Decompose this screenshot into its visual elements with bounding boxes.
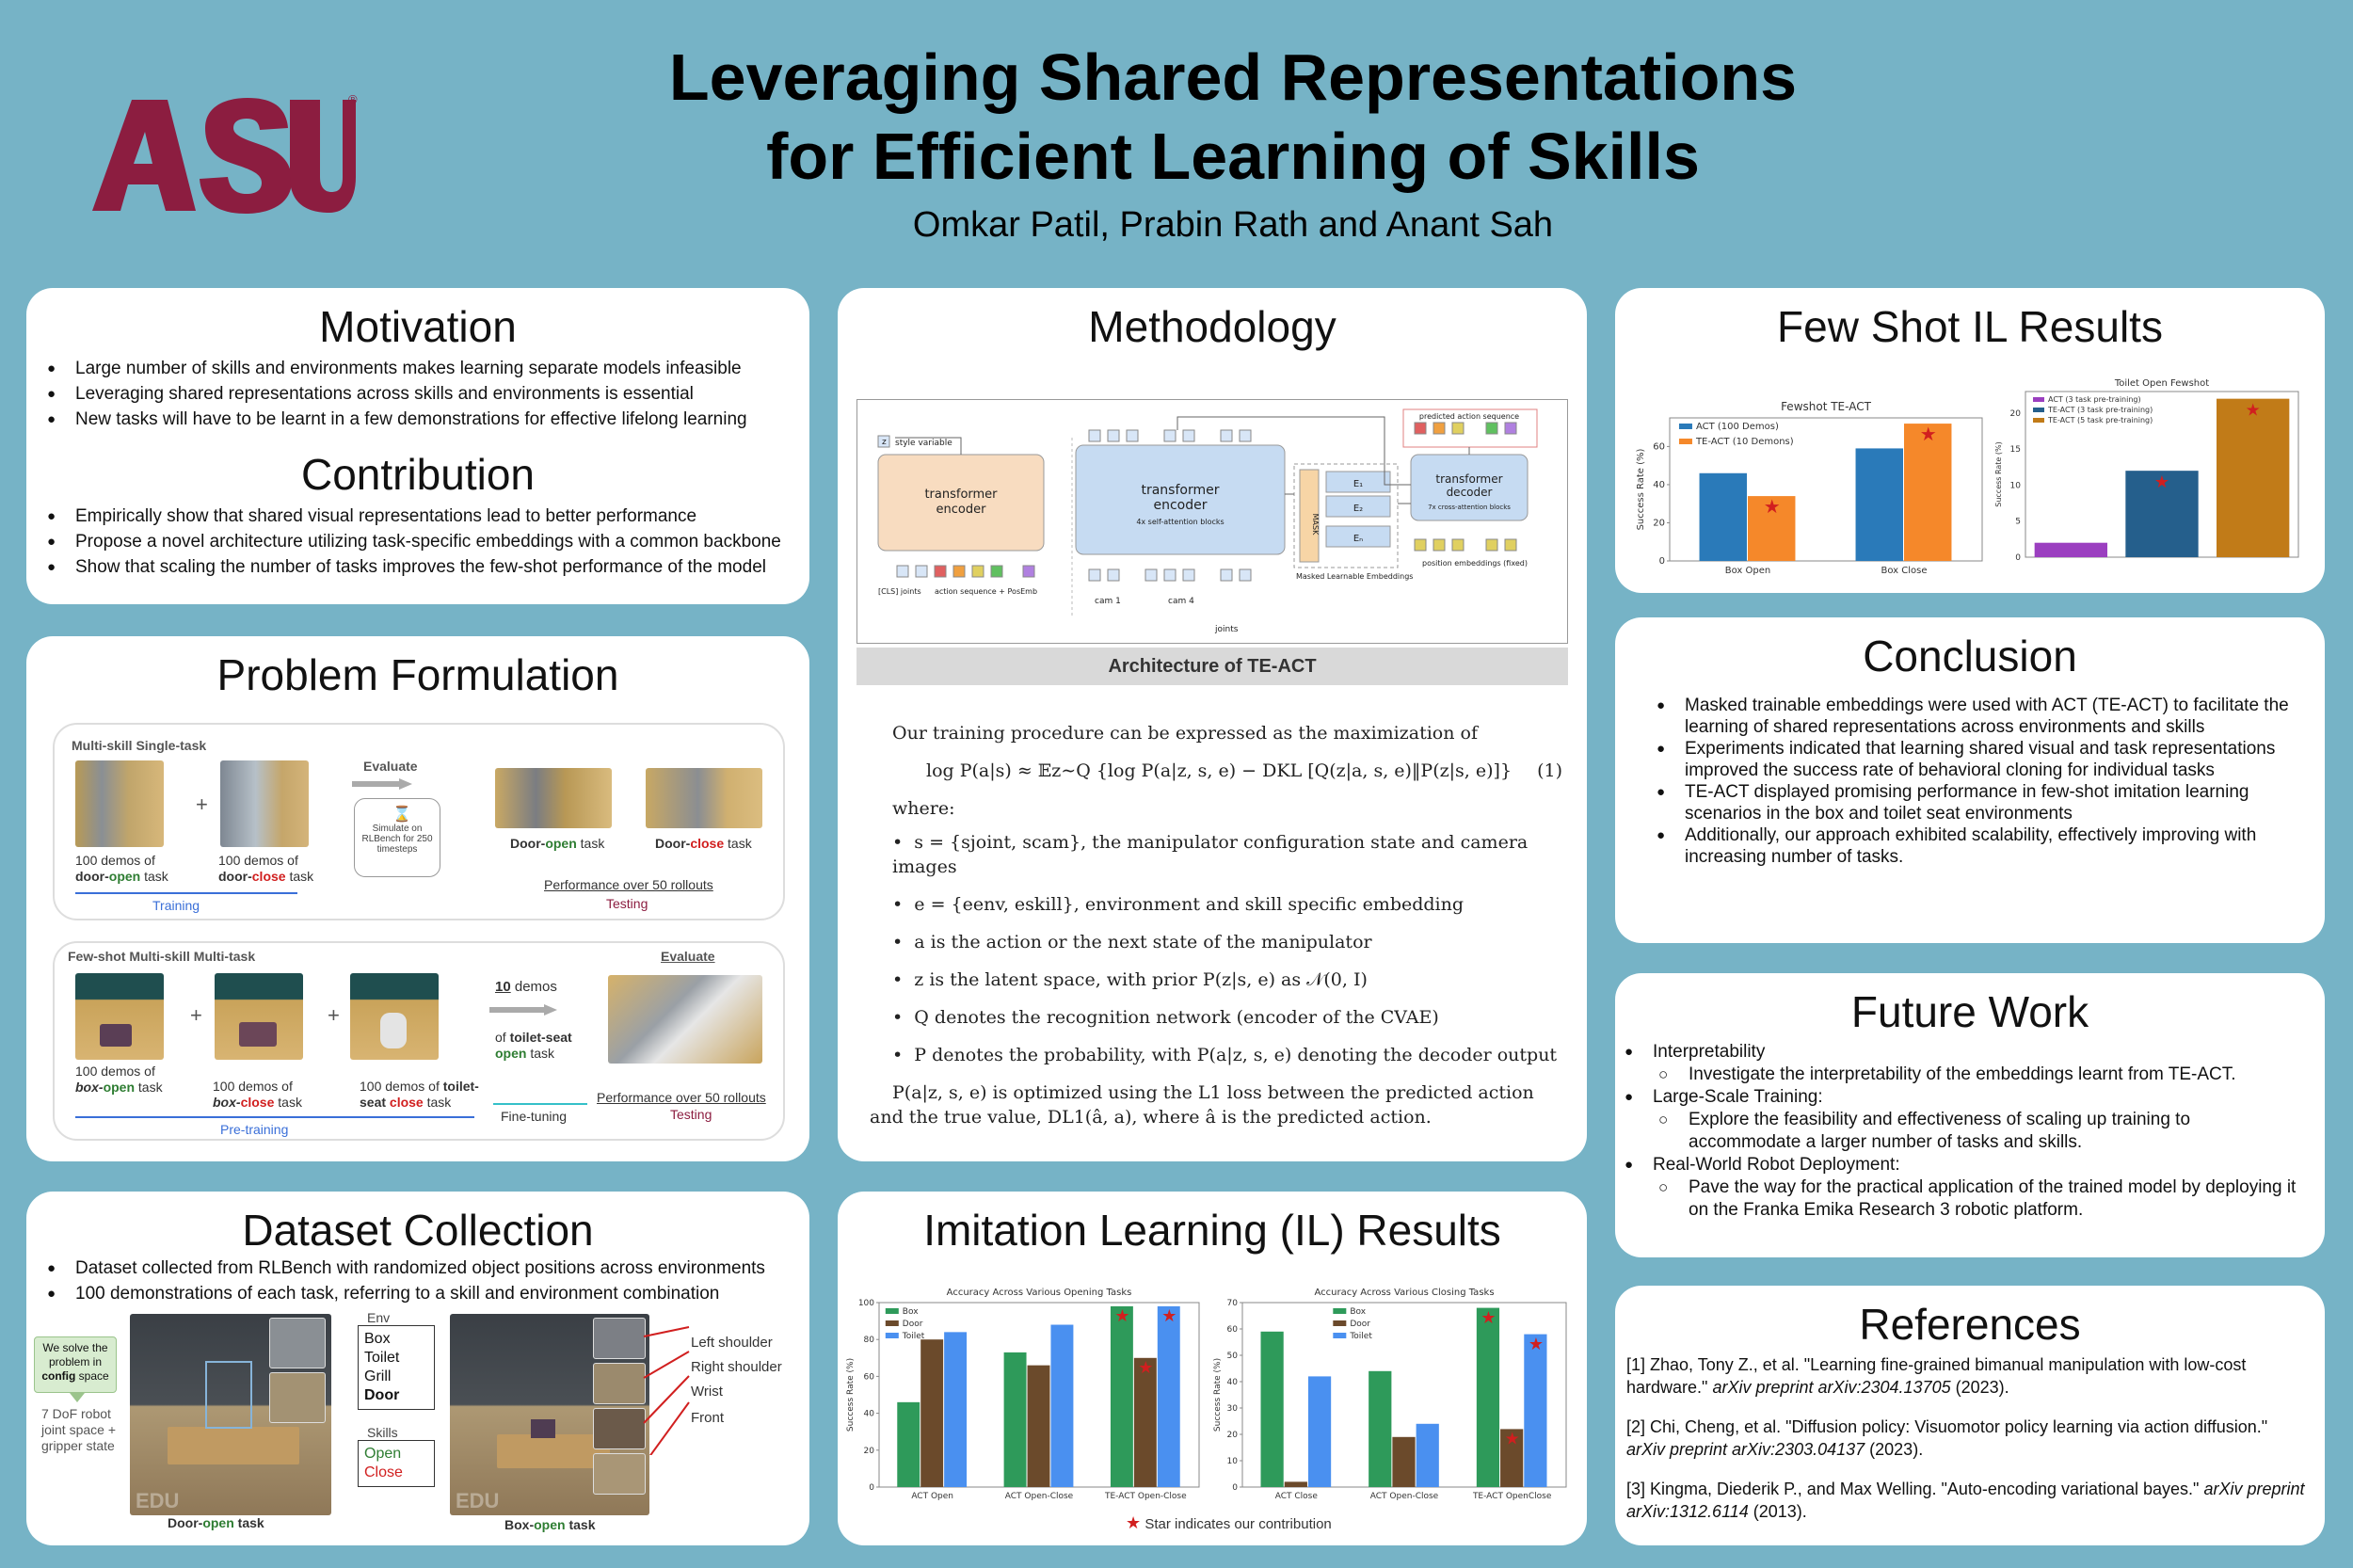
box-close-marker (239, 1022, 277, 1047)
diag-en: Eₙ (1353, 534, 1364, 544)
y-tick-label: 30 (1226, 1404, 1238, 1414)
perf-label-1: Performance over 50 rollouts (544, 877, 713, 892)
bar (1111, 1306, 1133, 1487)
y-axis-label: Success Rate (%) (1636, 448, 1646, 531)
legend-swatch (1679, 439, 1692, 444)
where-label: where: (892, 798, 955, 819)
testing-label-2: Testing (670, 1107, 712, 1122)
cam-wrist: Wrist (691, 1384, 723, 1400)
box-close-demo-label: 100 demos of box-close task (213, 1079, 302, 1110)
training-label: Training (152, 898, 200, 913)
bar (1700, 473, 1747, 561)
bar (1856, 448, 1903, 561)
evaluate-label-2: Evaluate (661, 949, 715, 964)
toilet-open-label: of toilet-seat open task (495, 1030, 572, 1061)
legend-label: Toilet (1350, 1332, 1372, 1341)
motivation-title: Motivation (319, 302, 517, 351)
legend-label: ACT (3 task pre-training) (2048, 395, 2141, 404)
dataset-title: Dataset Collection (242, 1206, 594, 1255)
y-axis-label: Success Rate (%) (846, 1357, 856, 1432)
future-sub: ○ Investigate the interpretability of the embeddings learnt from TE-ACT. (1623, 1064, 2306, 1086)
star-note: ★ Star indicates our contribution (1126, 1513, 1332, 1532)
y-tick-label: 60 (863, 1372, 874, 1383)
legend-label: ACT (100 Demos) (1695, 422, 1779, 432)
references-title: References (1859, 1300, 2081, 1349)
bar (1477, 1308, 1499, 1487)
closing-tasks-chart (1210, 1286, 1577, 1512)
diag-cls: [CLS] joints (878, 587, 921, 596)
chart-title: Fewshot TE-ACT (1781, 400, 1871, 413)
x-tick-label: Box Open (1724, 566, 1771, 576)
diag-dec-title: transformer (1435, 472, 1503, 486)
legend-swatch (2033, 397, 2044, 402)
box-open-marker (100, 1024, 132, 1047)
bar (1050, 1325, 1073, 1487)
def-item: • z is the latent space, with prior P(z|s, e) as 𝒩(0, I) (892, 969, 1368, 990)
equation-number: (1) (1537, 760, 1562, 781)
cam-right-shoulder: Right shoulder (691, 1359, 782, 1375)
toilet-marker (380, 1013, 407, 1048)
legend-swatch (1679, 424, 1692, 429)
star-marker: ★ (1919, 424, 1937, 446)
toilet-open-fewshot-chart (1988, 375, 2308, 582)
legend-swatch (2033, 408, 2044, 412)
authors: Omkar Patil, Prabin Rath and Anant Sah (912, 205, 1554, 245)
list-item: ● TE-ACT displayed promising performance in few-shot imitation learning scenarios in the box and toilet seat environments (1655, 781, 2302, 824)
diag-cam4: cam 4 (1168, 597, 1194, 606)
problem-title: Problem Formulation (216, 650, 619, 699)
bar (2035, 543, 2107, 557)
door-wrist-cam-image (269, 1318, 326, 1368)
y-tick-label: 0 (1232, 1483, 1238, 1493)
diag-cam1: cam 1 (1095, 597, 1121, 606)
legend-swatch (886, 1308, 899, 1314)
y-tick-label: 20 (1226, 1431, 1238, 1440)
methodology-text (870, 721, 1566, 1129)
diag-dec-sub: decoder (1446, 486, 1493, 499)
title-line-1: Leveraging Shared Representations (668, 40, 1798, 114)
future-head: ● Real-World Robot Deployment: (1623, 1154, 2306, 1176)
list-item: ● Masked trainable embeddings were used with ACT (TE-ACT) to facilitate the learning of shared representations across environments and skills (1655, 695, 2302, 738)
equation: log P(a|s) ≈ 𝔼z∼Q {log P(a|z, s, e) − DKL [Q(z|a, s, e)‖P(z|s, e)]} (926, 760, 1513, 781)
reference-list (1626, 1353, 2306, 1523)
diag-joints: joints (1215, 625, 1239, 634)
y-tick-label: 60 (1226, 1325, 1238, 1335)
equation-row (870, 745, 1566, 796)
legend-label: Box (902, 1307, 919, 1317)
plus-sign: + (196, 792, 208, 816)
skill-close: Close (364, 1464, 403, 1480)
legend-swatch (1333, 1320, 1346, 1326)
config-space-callout: We solve the problem in config space (34, 1336, 117, 1393)
y-tick-label: 20 (1653, 518, 1665, 529)
y-tick-label: 10 (2009, 481, 2021, 491)
future-head: ● Large-Scale Training: (1623, 1086, 2306, 1109)
y-tick-label: 40 (863, 1409, 874, 1419)
box-open-demo-label: 100 demos of box-open task (75, 1064, 163, 1095)
def-item: • a is the action or the next state of the manipulator (892, 932, 1372, 952)
door-open-demo-image (75, 760, 164, 847)
star-marker: ★ (1161, 1306, 1177, 1326)
list-item: ● Large number of skills and environments makes learning separate models infeasible (45, 356, 809, 381)
x-tick-label: ACT Open (911, 1492, 954, 1501)
bar (897, 1402, 920, 1487)
registered-mark: ® (348, 92, 358, 106)
y-tick-label: 0 (869, 1483, 874, 1493)
few-shot-title: Few Shot IL Results (1777, 302, 2163, 351)
y-tick-label: 40 (1653, 479, 1665, 490)
bar (1308, 1376, 1331, 1487)
plus-sign: + (328, 1003, 340, 1027)
list-item: ● Empirically show that shared visual representations lead to better performance (45, 504, 809, 529)
reference-item: [1] Zhao, Tony Z., et al. "Learning fine-grained bimanual manipulation with low-cost hardware." arXiv preprint arXiv:2304.13705 (2023). (1626, 1355, 2247, 1397)
star-icon: ★ (1126, 1513, 1142, 1532)
skills-label: Skills (367, 1425, 398, 1440)
diag-mid-sub: encoder (1153, 498, 1208, 513)
y-tick-label: 40 (1226, 1378, 1238, 1387)
few-shot-panel (1615, 288, 2325, 593)
bar (1285, 1481, 1307, 1487)
box2-title: Few-shot Multi-skill Multi-task (68, 949, 256, 964)
future-sub: ○ Pave the way for the practical application of the trained model by deploying it on the Franka Emika Research 3 robotic platform. (1623, 1176, 2306, 1222)
legend-swatch (1333, 1308, 1346, 1314)
legend-swatch (2033, 418, 2044, 423)
y-tick-label: 20 (863, 1446, 874, 1456)
legend-label: Door (1350, 1320, 1370, 1329)
bar (1158, 1306, 1180, 1487)
future-work-panel (1615, 973, 2325, 1257)
evaluate-label: Evaluate (363, 759, 418, 774)
conclusion-panel (1615, 617, 2325, 943)
legend-label: Door (902, 1320, 923, 1329)
plus-sign: + (190, 1003, 202, 1027)
y-tick-label: 0 (2015, 553, 2021, 563)
list-item: ● Propose a novel architecture utilizing task-specific embeddings with a common backbone (45, 529, 809, 554)
bar (1417, 1424, 1439, 1487)
diag-masked-emb: Masked Learnable Embeddings (1296, 572, 1414, 581)
bar (1004, 1352, 1027, 1487)
dataset-panel (26, 1192, 809, 1545)
star-marker: ★ (1528, 1334, 1544, 1353)
legend-label: Toilet (902, 1332, 925, 1341)
bar (1134, 1358, 1157, 1487)
pretraining-label: Pre-training (220, 1122, 289, 1137)
il-results-title: Imitation Learning (IL) Results (923, 1206, 1501, 1255)
x-tick-label: Box Close (1881, 566, 1928, 576)
x-tick-label: ACT Close (1274, 1492, 1318, 1501)
conclusion-title: Conclusion (1863, 632, 2077, 680)
il-results-panel (838, 1192, 1587, 1545)
diag-e2: E₂ (1353, 504, 1364, 514)
env-label: Env (367, 1310, 391, 1325)
reference-item: [3] Kingma, Diederik P., and Max Welling. "Auto-encoding variational bayes." arXiv preprint arXiv:1312.6114 (2013). (1626, 1480, 2305, 1521)
y-tick-label: 15 (2009, 445, 2021, 456)
diag-mask: MASK (1311, 513, 1320, 536)
title-line-2: for Efficient Learning of Skills (766, 120, 1700, 193)
perf-label-2: Performance over 50 rollouts (597, 1090, 766, 1105)
bar (1028, 1366, 1050, 1487)
diag-mid-title: transformer (1141, 483, 1220, 498)
toilet-close-demo-label: 100 demos of toilet- seat close task (360, 1079, 479, 1110)
list-item: ● Leveraging shared representations across skills and environments is essential (45, 381, 809, 407)
env-item-grill: Grill (364, 1368, 392, 1384)
y-tick-label: 10 (1226, 1457, 1238, 1466)
motivation-panel (26, 288, 809, 604)
bar (2217, 399, 2289, 557)
diag-dec-note: 7x cross-attention blocks (1428, 504, 1511, 511)
finetuning-label: Fine-tuning (501, 1109, 568, 1124)
door-close-task-label: Door-close task (655, 836, 752, 851)
y-axis-label: Success Rate (%) (1994, 441, 2003, 507)
list-item: ● 100 demonstrations of each task, referring to a skill and environment combination (45, 1281, 809, 1306)
contribution-title: Contribution (300, 450, 536, 499)
y-tick-label: 60 (1653, 441, 1665, 453)
star-marker: ★ (1114, 1306, 1130, 1326)
poster-title (471, 38, 1995, 196)
diag-z: z (882, 438, 887, 447)
x-tick-label: TE-ACT OpenClose (1472, 1492, 1552, 1501)
toilet-open-test-image (608, 975, 762, 1064)
fewshot-te-act-chart (1628, 395, 1990, 584)
multi-skill-single-task-box (53, 723, 785, 920)
cam-front: Front (691, 1410, 725, 1426)
door-close-demo-image (220, 760, 309, 847)
door-caption: Door-open task (168, 1515, 264, 1530)
list-item: ● Additionally, our approach exhibited scalability, effectively improving with increasing number of tasks. (1655, 824, 2302, 868)
bar (944, 1332, 967, 1487)
list-item: ● Dataset collected from RLBench with randomized object positions across environments (45, 1256, 809, 1281)
def-item: • s = {sjoint, scam}, the manipulator configuration state and camera images (892, 832, 1529, 877)
box-close-demo-image (215, 973, 303, 1060)
finetune-arrow (489, 1003, 557, 1015)
future-head: ● Interpretability (1623, 1041, 2306, 1064)
watermark: EDU (136, 1489, 180, 1512)
env-item-box: Box (364, 1331, 391, 1347)
star-marker: ★ (2153, 472, 2170, 492)
door-open-demo-label: 100 demos of door-open task (75, 853, 168, 884)
reference-item: [2] Chi, Cheng, et al. "Diffusion policy: Visuomotor policy learning via action diffusion." arXiv preprint arXiv:2303.04137 (2023). (1626, 1417, 2268, 1459)
table-shape (168, 1427, 299, 1464)
opening-tasks-chart (843, 1286, 1210, 1512)
dataset-list (45, 1256, 809, 1306)
star-marker: ★ (1504, 1429, 1520, 1448)
y-tick-label: 5 (2015, 517, 2021, 527)
asu-logo-graphic (73, 90, 356, 215)
future-list (1623, 1041, 2306, 1222)
legend-swatch (886, 1320, 899, 1326)
box-front-cam-image (593, 1453, 646, 1495)
y-tick-label: 70 (1226, 1299, 1238, 1308)
simulate-box: ⌛ Simulate on RLBench for 250 timesteps (354, 798, 440, 877)
y-axis-label: Success Rate (%) (1213, 1357, 1223, 1432)
env-item-toilet: Toilet (364, 1350, 400, 1366)
skill-open: Open (364, 1446, 402, 1462)
box1-title: Multi-skill Single-task (72, 738, 207, 753)
y-tick-label: 80 (863, 1336, 874, 1346)
def-item: • e = {eenv, eskill}, environment and skill specific embedding (892, 894, 1465, 915)
intro-text: Our training procedure can be expressed as the maximization of (892, 723, 1478, 744)
env-item-door: Door (364, 1387, 400, 1403)
conclusion-list (1655, 695, 2302, 868)
architecture-diagram (856, 399, 1568, 644)
star-marker: ★ (1763, 497, 1781, 519)
door-front-cam-image (269, 1372, 326, 1423)
cam-left-shoulder: Left shoulder (691, 1335, 773, 1351)
y-tick-label: 0 (1658, 556, 1665, 567)
testing-label-1: Testing (606, 896, 648, 911)
legend-label: TE-ACT (5 task pre-training) (2048, 416, 2153, 424)
bar (1260, 1332, 1283, 1487)
y-tick-label: 20 (2009, 408, 2021, 419)
bar (1524, 1335, 1546, 1487)
diag-e1: E₁ (1353, 479, 1364, 489)
training-underline (75, 892, 297, 894)
bar (1392, 1437, 1415, 1487)
robot-state-label: 7 DoF robot joint space + gripper state (41, 1406, 116, 1453)
diag-pred-seq: predicted action sequence (1418, 412, 1520, 421)
problem-panel (26, 636, 809, 1161)
def-item: • P denotes the probability, with P(a|z, s, e) denoting the decoder output (892, 1045, 1558, 1065)
future-sub: ○ Explore the feasibility and effectiveness of scaling up training to accommodate a larger number of tasks and skills. (1623, 1109, 2306, 1154)
star-marker: ★ (1481, 1307, 1497, 1327)
diag-mid-note: 4x self-attention blocks (1136, 518, 1225, 526)
box-caption: Box-open task (504, 1517, 596, 1532)
evaluate-arrow (352, 777, 412, 787)
x-tick-label: TE-ACT Open-Close (1104, 1492, 1187, 1501)
def-item: • Q denotes the recognition network (encoder of the CVAE) (892, 1007, 1439, 1028)
chart-title: Accuracy Across Various Closing Tasks (1314, 1288, 1495, 1298)
legend-label: TE-ACT (10 Demons) (1695, 437, 1794, 447)
architecture-svg (857, 400, 1567, 643)
skills-list (358, 1440, 435, 1487)
diag-pos-emb: position embeddings (fixed) (1422, 559, 1528, 568)
door-close-demo-label: 100 demos of door-close task (218, 853, 314, 884)
architecture-caption: Architecture of TE-ACT (856, 648, 1568, 685)
finetuning-underline (493, 1103, 587, 1105)
box-shape (531, 1419, 555, 1438)
methodology-title: Methodology (1088, 302, 1337, 351)
box-open-demo-image (75, 973, 164, 1060)
diag-enc-title: transformer (924, 488, 998, 502)
camera-pointers (638, 1323, 695, 1455)
door-frame-shape (205, 1361, 252, 1429)
env-list (358, 1325, 435, 1410)
chart-title: Accuracy Across Various Opening Tasks (946, 1288, 1132, 1298)
few-shot-multi-skill-box (53, 941, 785, 1141)
methodology-panel (838, 288, 1587, 1161)
list-item: ● New tasks will have to be learnt in a few demonstrations for effective lifelong learning (45, 407, 809, 432)
diag-style-variable: style variable (895, 439, 952, 448)
hourglass-icon: ⌛ (392, 807, 411, 823)
star-marker: ★ (2245, 400, 2261, 420)
asu-logo (73, 90, 356, 215)
ten-demos-label: 10 demos (495, 979, 557, 995)
list-item: ● Show that scaling the number of tasks improves the few-shot performance of the model (45, 554, 809, 580)
pretraining-underline (75, 1116, 474, 1118)
legend-swatch (1333, 1333, 1346, 1338)
future-work-title: Future Work (1850, 987, 2089, 1036)
callout-pointer (70, 1393, 85, 1402)
chart-title: Toilet Open Fewshot (2114, 378, 2210, 389)
door-open-test-image (495, 768, 612, 828)
star-marker: ★ (1138, 1358, 1154, 1377)
references-panel (1615, 1286, 2325, 1545)
list-item: ● Experiments indicated that learning shared visual and task representations improved the success rate of behavioral cloning for individual tasks (1655, 738, 2302, 781)
y-tick-label: 100 (857, 1299, 874, 1308)
door-close-test-image (646, 768, 762, 828)
legend-swatch (886, 1333, 899, 1338)
diag-enc-sub: encoder (936, 503, 986, 517)
motivation-list (45, 356, 809, 432)
y-tick-label: 50 (1226, 1352, 1238, 1361)
watermark: EDU (456, 1489, 500, 1512)
closing-text: P(a|z, s, e) is optimized using the L1 loss between the predicted action and the true value, DL1(â, a), where â is the predicted action. (870, 1082, 1534, 1128)
legend-label: TE-ACT (3 task pre-training) (2048, 406, 2153, 414)
x-tick-label: ACT Open-Close (1369, 1492, 1439, 1501)
door-open-task-label: Door-open task (510, 836, 605, 851)
diag-action-seq: action sequence + PosEmb (935, 587, 1038, 596)
contribution-list (45, 504, 809, 580)
bar (920, 1339, 943, 1487)
bar (1369, 1371, 1391, 1487)
legend-label: Box (1350, 1307, 1367, 1317)
x-tick-label: ACT Open-Close (1004, 1492, 1074, 1501)
